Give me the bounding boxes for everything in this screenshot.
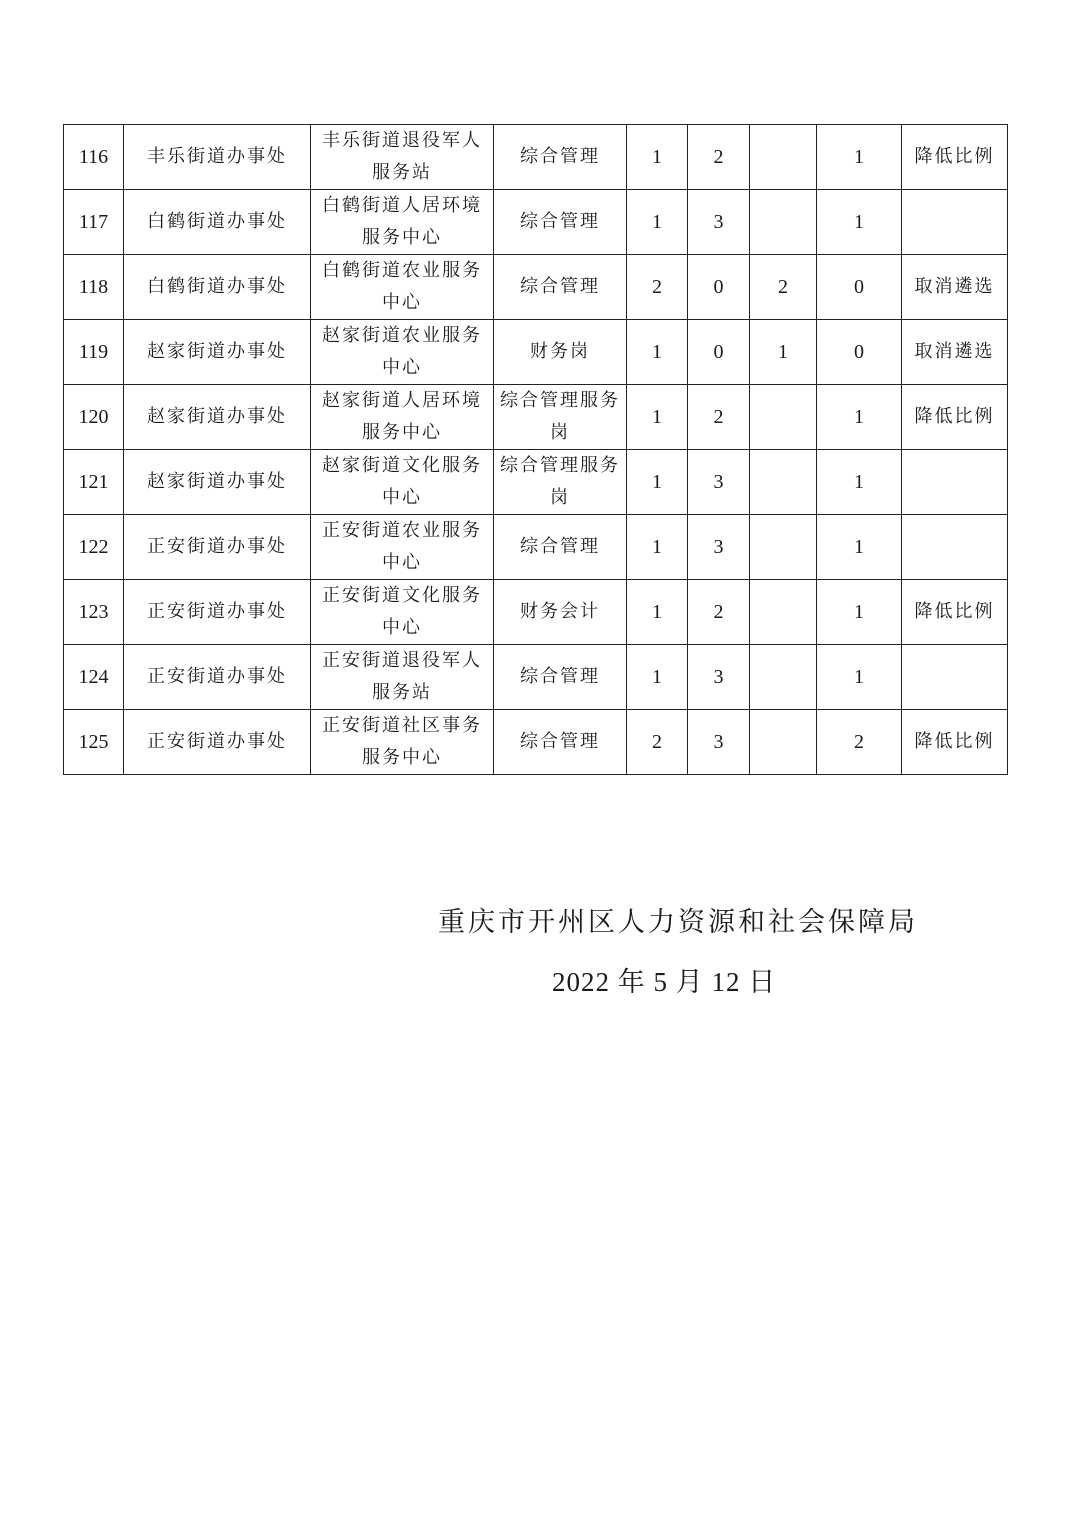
remark-cell: 取消遴选 [902,255,1008,320]
final-quota-cell: 1 [817,645,902,710]
row-number-cell: 118 [64,255,124,320]
position-cell: 综合管理 [494,645,627,710]
position-cell: 综合管理 [494,125,627,190]
department-cell: 正安街道办事处 [124,580,311,645]
quota-cell: 1 [627,320,688,385]
department-cell: 丰乐街道办事处 [124,125,311,190]
reduced-quota-cell: 1 [750,320,817,385]
remark-cell [902,450,1008,515]
quota-cell: 1 [627,645,688,710]
issuing-organization: 重庆市开州区人力资源和社会保障局 [438,907,918,938]
department-cell: 正安街道办事处 [124,710,311,775]
department-cell: 赵家街道办事处 [124,385,311,450]
table-body [64,125,1008,775]
quota-cell: 2 [627,255,688,320]
row-number-cell: 120 [64,385,124,450]
position-cell: 综合管理 [494,255,627,320]
reduced-quota-cell [750,125,817,190]
applicants-cell: 0 [688,320,750,385]
reduced-quota-cell [750,515,817,580]
reduced-quota-cell [750,710,817,775]
table-row [64,125,1008,190]
issue-date: 2022 年 5 月 12 日 [552,967,777,997]
reduced-quota-cell: 2 [750,255,817,320]
final-quota-cell: 1 [817,385,902,450]
remark-cell: 降低比例 [902,385,1008,450]
unit-cell: 正安街道退役军人服务站 [311,645,494,710]
row-number-cell: 121 [64,450,124,515]
table-row [64,450,1008,515]
applicants-cell: 3 [688,710,750,775]
applicants-cell: 2 [688,385,750,450]
remark-cell: 降低比例 [902,710,1008,775]
applicants-cell: 0 [688,255,750,320]
reduced-quota-cell [750,385,817,450]
table-row [64,580,1008,645]
remark-cell [902,190,1008,255]
department-cell: 赵家街道办事处 [124,450,311,515]
final-quota-cell: 1 [817,190,902,255]
applicants-cell: 2 [688,125,750,190]
row-number-cell: 124 [64,645,124,710]
remark-cell [902,515,1008,580]
quota-cell: 1 [627,580,688,645]
table-row [64,645,1008,710]
department-cell: 正安街道办事处 [124,645,311,710]
position-cell: 综合管理 [494,515,627,580]
applicants-cell: 3 [688,515,750,580]
quota-cell: 2 [627,710,688,775]
position-cell: 综合管理服务岗 [494,450,627,515]
unit-cell: 丰乐街道退役军人服务站 [311,125,494,190]
unit-cell: 正安街道农业服务中心 [311,515,494,580]
unit-cell: 白鹤街道农业服务中心 [311,255,494,320]
unit-cell: 白鹤街道人居环境服务中心 [311,190,494,255]
position-cell: 综合管理服务岗 [494,385,627,450]
final-quota-cell: 1 [817,580,902,645]
department-cell: 白鹤街道办事处 [124,255,311,320]
quota-cell: 1 [627,125,688,190]
position-cell: 财务岗 [494,320,627,385]
applicants-cell: 3 [688,450,750,515]
table-row [64,385,1008,450]
position-cell: 财务会计 [494,580,627,645]
table-row [64,320,1008,385]
final-quota-cell: 0 [817,320,902,385]
applicants-cell: 2 [688,580,750,645]
row-number-cell: 116 [64,125,124,190]
final-quota-cell: 1 [817,450,902,515]
table-row [64,710,1008,775]
position-cell: 综合管理 [494,190,627,255]
data-table [63,124,1008,775]
unit-cell: 赵家街道农业服务中心 [311,320,494,385]
row-number-cell: 122 [64,515,124,580]
position-cell: 综合管理 [494,710,627,775]
row-number-cell: 125 [64,710,124,775]
unit-cell: 赵家街道人居环境服务中心 [311,385,494,450]
table-row [64,190,1008,255]
unit-cell: 正安街道社区事务服务中心 [311,710,494,775]
reduced-quota-cell [750,580,817,645]
table-row [64,255,1008,320]
row-number-cell: 117 [64,190,124,255]
quota-cell: 1 [627,190,688,255]
remark-cell: 降低比例 [902,125,1008,190]
quota-cell: 1 [627,450,688,515]
unit-cell: 正安街道文化服务中心 [311,580,494,645]
remark-cell [902,645,1008,710]
quota-cell: 1 [627,515,688,580]
row-number-cell: 119 [64,320,124,385]
applicants-cell: 3 [688,190,750,255]
remark-cell: 降低比例 [902,580,1008,645]
remark-cell: 取消遴选 [902,320,1008,385]
reduced-quota-cell [750,450,817,515]
final-quota-cell: 1 [817,125,902,190]
final-quota-cell: 1 [817,515,902,580]
quota-cell: 1 [627,385,688,450]
reduced-quota-cell [750,645,817,710]
reduced-quota-cell [750,190,817,255]
table-row [64,515,1008,580]
final-quota-cell: 0 [817,255,902,320]
unit-cell: 赵家街道文化服务中心 [311,450,494,515]
applicants-cell: 3 [688,645,750,710]
department-cell: 正安街道办事处 [124,515,311,580]
row-number-cell: 123 [64,580,124,645]
department-cell: 赵家街道办事处 [124,320,311,385]
department-cell: 白鹤街道办事处 [124,190,311,255]
final-quota-cell: 2 [817,710,902,775]
